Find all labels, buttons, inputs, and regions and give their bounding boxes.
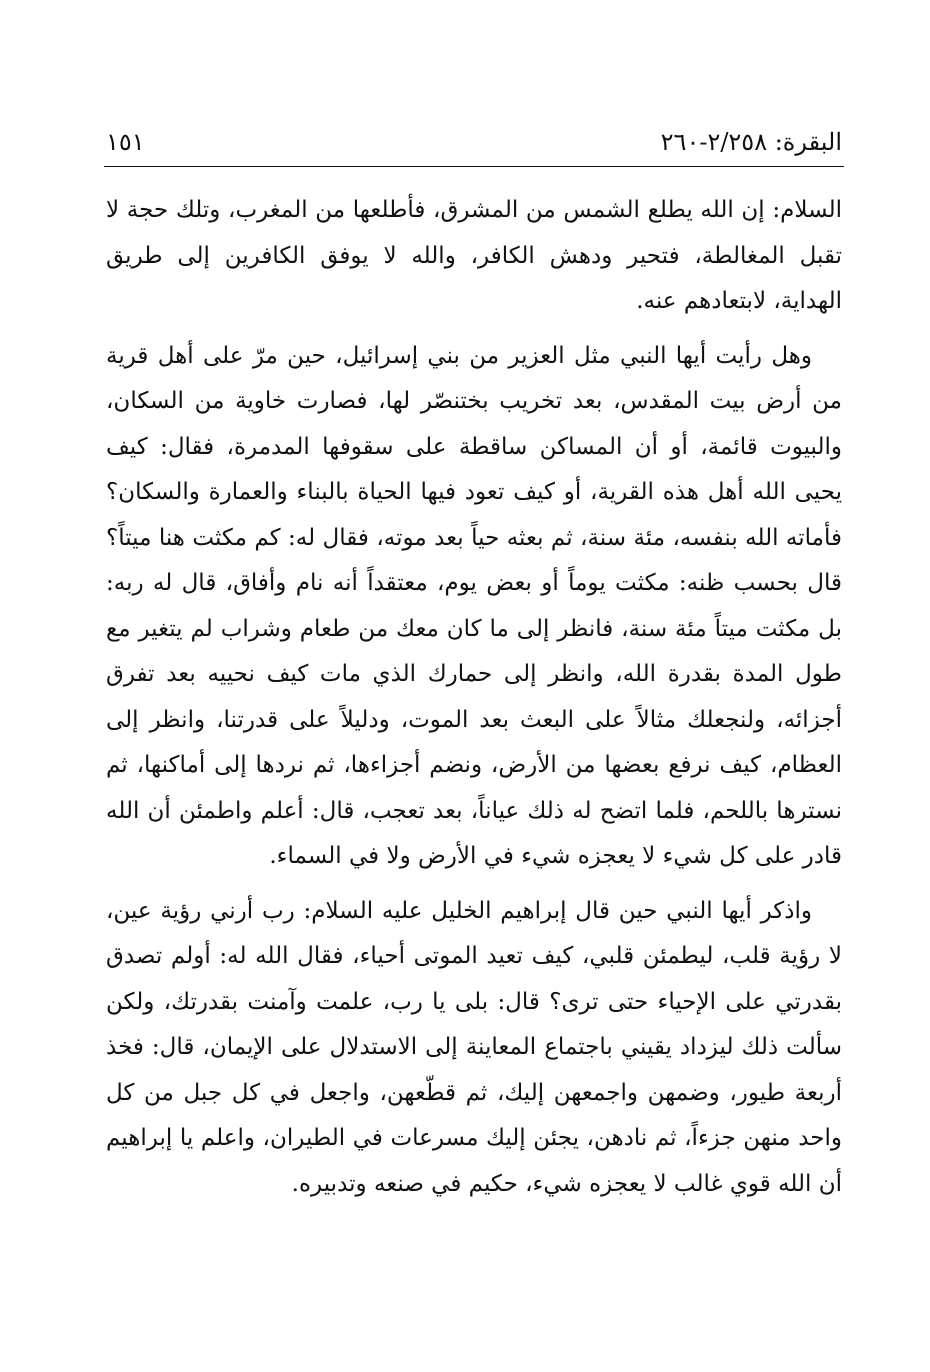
page-number: ١٥١ [106,128,145,156]
paragraph: وهل رأيت أيها النبي مثل العزير من بني إسرائيل، حين مرّ على أهل قرية من أرض بيت المقدس، بعد تخريب بختنصّر لها، فصارت خاوية من السكان، والبيوت قائمة، أو أن المساكن ساقطة على سقوفها المدمرة، فقال: كيف يحيى الله أهل هذه القرية، أو كيف تعود فيها الحياة بالبناء والعمارة والسكان؟ فأماته الله بنفسه، مئة سنة، ثم بعثه حياً بعد موته، فقال له: كم مكثت هنا ميتاً؟ قال بحسب ظنه: مكثت يوماً أو بعض يوم، معتقداً أنه نام وأفاق، قال له ربه: بل مكثت ميتاً مئة سنة، فانظر إلى ما كان معك من طعام وشراب لم يتغير مع طول المدة بقدرة الله، وانظر إلى حمارك الذي مات كيف نحييه بعد تفرق أجزائه، ولنجعلك مثالاً على البعث بعد الموت، ودليلاً على قدرتنا، وانظر إلى العظام، كيف نرفع بعضها من الأرض، ونضم أجزاءها، ثم نردها إلى أماكنها، ثم نسترها باللحم، فلما اتضح له ذلك عياناً، بعد تعجب، قال: أعلم واطمئن أن الله قادر على كل شيء لا يعجزه شيء في الأرض ولا في السماء. [106,342,842,869]
paragraph: السلام: إن الله يطلع الشمس من المشرق، فأطلعها من المغرب، وتلك حجة لا تقبل المغالطة، فتحير ودهش الكافر، والله لا يوفق الكافرين إلى طريق الهداية، لابتعادهم عنه. [106,197,842,314]
header-divider [104,166,844,167]
page-header [106,126,842,166]
paragraph: واذكر أيها النبي حين قال إبراهيم الخليل عليه السلام: رب أرني رؤية عين، لا رؤية قلب، ليطمئن قلبي، كيف تعيد الموتى أحياء، فقال الله له: أولم تصدق بقدرتي على الإحياء حتى ترى؟ قال: بلى يا رب، علمت وآمنت بقدرتك، ولكن سألت ذلك ليزداد يقيني باجتماع المعاينة إلى الاستدلال على الإيمان، قال: فخذ أربعة طيور، وضمهن واجمعهن إليك، ثم قطّعهن، واجعل في كل جبل من كل واحد منهن جزءاً، ثم نادهن، يجئن إليك مسرعات في الطيران، واعلم يا إبراهيم أن الله قوي غالب لا يعجزه شيء، حكيم في صنعه وتدبيره. [106,897,842,1197]
running-head-title: البقرة: ٢/٢٥٨-٢٦٠ [660,128,842,156]
body-text [106,188,842,1207]
